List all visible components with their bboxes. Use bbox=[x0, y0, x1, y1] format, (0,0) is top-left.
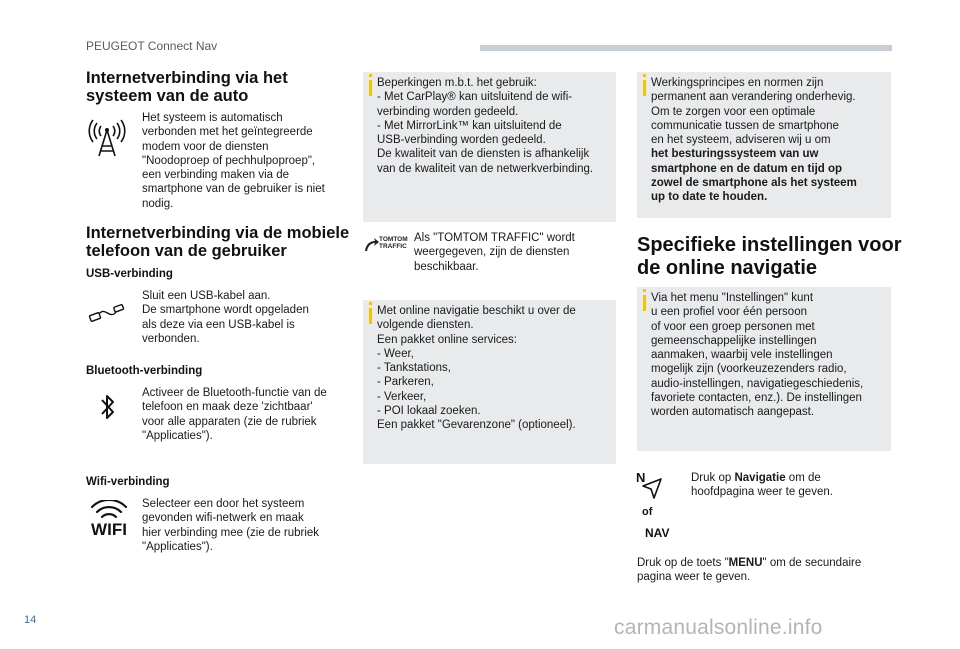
info-marker-bar bbox=[369, 308, 372, 324]
nav-button-label: NAV bbox=[645, 526, 670, 540]
nav-text-bold: Navigatie bbox=[734, 472, 786, 484]
nav-text-post: om de hoofdpagina weer te geven. bbox=[691, 472, 833, 499]
info-marker-dot bbox=[369, 302, 372, 305]
info-marker-dot bbox=[643, 74, 646, 77]
usb-cable-icon bbox=[88, 302, 126, 324]
navigation-instruction bbox=[691, 471, 833, 500]
note-box-usage-limits bbox=[363, 72, 616, 222]
wifi-icon-label: WIFI bbox=[91, 520, 127, 539]
info-marker-bar bbox=[369, 80, 372, 96]
tomtom-traffic-icon bbox=[364, 235, 410, 255]
info-marker-dot bbox=[369, 74, 372, 77]
menu-text-pre: Druk op de toets " bbox=[637, 557, 729, 569]
page-number: 14 bbox=[24, 614, 37, 626]
info-marker-bar bbox=[643, 295, 646, 311]
system-connection-text: Het systeem is automatisch verbonden met het geïntegreerde modem voor de diensten "Noodoproep of pechhulpoproep", een verbinding maken via de smartphone van de gebruiker is niet nodig. bbox=[142, 112, 325, 210]
running-header: PEUGEOT Connect Nav bbox=[86, 39, 218, 53]
header-bar bbox=[480, 45, 892, 51]
wifi-heading: Wifi-verbinding bbox=[86, 476, 170, 488]
wifi-icon bbox=[88, 500, 130, 542]
nav-text-pre: Druk op bbox=[691, 472, 735, 484]
bluetooth-icon bbox=[98, 392, 118, 422]
heading-internet-via-system: Internetverbinding via het systeem van de auto bbox=[86, 69, 288, 105]
wifi-text: Selecteer een door het systeem gevonden wifi-netwerk en maak hier verbinding mee (zie de rubriek "Applicaties"). bbox=[142, 498, 320, 553]
north-label: N bbox=[636, 470, 646, 485]
bluetooth-text: Activeer de Bluetooth-functie van de telefoon en maak deze 'zichtbaar' voor alle apparaten (zie de rubriek "Applicaties"). bbox=[142, 387, 327, 442]
tomtom-text: Als "TOMTOM TRAFFIC" wordt weergegeven, zijn de diensten beschikbaar. bbox=[414, 232, 575, 273]
operating-principles-normal: Werkingsprincipes en normen zijn permanent aan verandering onderhevig. Om te zorgen voor een optimale communicatie tussen de smartphone en het systeem, adviseren wij u om bbox=[651, 77, 856, 147]
heading-internet-via-phone: Internetverbinding via de mobiele telefoon van de gebruiker bbox=[86, 224, 350, 260]
usb-heading: USB-verbinding bbox=[86, 268, 173, 280]
watermark: carmanualsonline.info bbox=[614, 616, 823, 639]
note-box-online-services bbox=[363, 300, 616, 464]
info-marker-dot bbox=[643, 289, 646, 292]
navigation-arrow-icon bbox=[640, 476, 664, 502]
usage-limits-text: Beperkingen m.b.t. het gebruik: - Met CarPlay® kan uitsluitend de wifi- verbinding worden gedeeld. - Met MirrorLink™ kan uitsluitend de USB-verbinding worden gedeeld. De kwaliteit van de diensten is afhankelijk van de kwaliteit van de netwerkverbinding. bbox=[377, 77, 594, 175]
usb-text: Sluit een USB-kabel aan. De smartphone wordt opgeladen als deze via een USB-kabel is verbonden. bbox=[142, 290, 309, 345]
note-box-operating-principles bbox=[637, 72, 891, 218]
operating-principles-bold: het besturingssysteem van uw smartphone en de datum en tijd op zowel de smartphone als het systeem up to date te houden. bbox=[651, 148, 857, 204]
note-box-profiles bbox=[637, 287, 891, 451]
operating-principles-text bbox=[651, 76, 857, 205]
profiles-text: Via het menu "Instellingen" kunt u een profiel voor één persoon of voor een groep personen met gemeenschappelijke instellingen aanmaken, waarbij vele instellingen mogelijk zijn (voorkeuzezenders radio, audio-instellingen, navigatiegeschiedenis, favoriete contacten, enz.). De instellingen worden automatisch aangepast. bbox=[651, 292, 864, 419]
online-services-text: Met online navigatie beschikt u over de volgende diensten. Een pakket online services: - Weer, - Tankstations, - Parkeren, - Verkeer, - POI lokaal zoeken. Een pakket "Gevarenzone" (optioneel). bbox=[377, 305, 576, 432]
tomtom-icon-label: TOMTOM TRAFFIC bbox=[379, 236, 408, 250]
menu-instruction bbox=[637, 556, 861, 585]
menu-text-post: " om de secundaire pagina weer te geven. bbox=[637, 557, 862, 584]
navigation-icon bbox=[636, 470, 676, 530]
nav-or-label: of bbox=[642, 506, 653, 518]
antenna-icon bbox=[88, 118, 126, 158]
info-marker-bar bbox=[643, 80, 646, 96]
bluetooth-heading: Bluetooth-verbinding bbox=[86, 365, 203, 377]
heading-online-navigation-settings: Specifieke instellingen voor de online navigatie bbox=[637, 234, 902, 279]
menu-text-bold: MENU bbox=[728, 557, 763, 569]
